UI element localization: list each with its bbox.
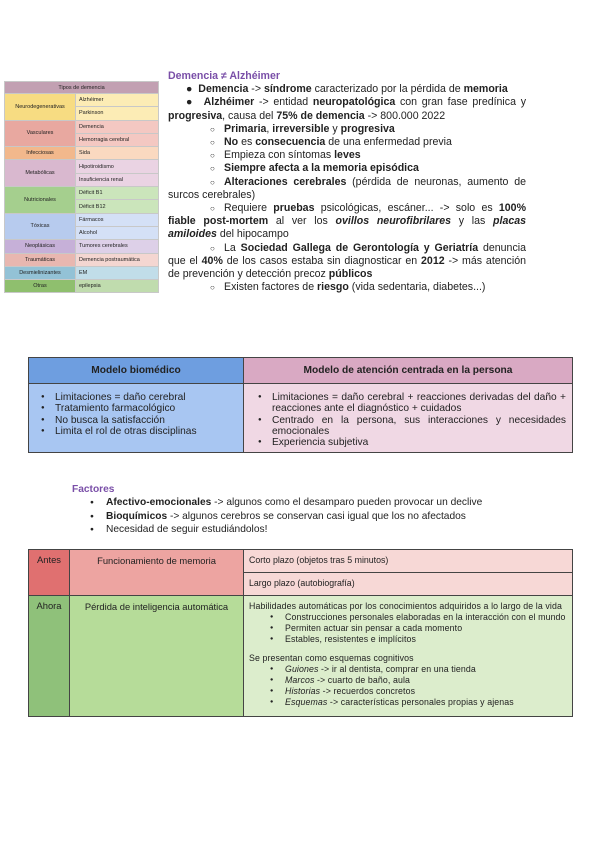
types-item: Demencia postraumática <box>76 253 159 266</box>
types-table-row <box>5 213 159 226</box>
types-category: Traumáticas <box>5 253 76 266</box>
list-item: ● Limitaciones = daño cerebral <box>39 392 237 403</box>
now-label: Ahora <box>29 596 70 717</box>
types-table-row <box>5 94 159 107</box>
long-term-memory: Largo plazo (autobiografía) <box>244 573 573 596</box>
list-item: ● Construcciones personales elaboradas en la interacción con el mundo <box>249 612 568 623</box>
list-item: ● Historias -> recuerdos concretos <box>249 686 568 697</box>
types-item: Déficit B12 <box>76 200 159 213</box>
types-item: Hipotiroidismo <box>76 160 159 173</box>
cognitive-schemas-text: Se presentan como esquemas cognitivos <box>249 653 414 663</box>
factors-section <box>72 483 552 537</box>
factor-research: ● Necesidad de seguir estudiándolos! <box>72 523 552 536</box>
types-category: Neurodegenerativas <box>5 94 76 121</box>
sub-memoria-episodica: ○ Siempre afecta a la memoria episódica <box>168 162 526 175</box>
list-item: ● Centrado en la persona, sus interacciones y necesidades emocionales <box>256 415 566 438</box>
types-table-row <box>5 120 159 133</box>
types-item: Tumores cerebrales <box>76 240 159 253</box>
types-category: Vasculares <box>5 120 76 147</box>
list-item: ● Limita el rol de otras disciplinas <box>39 426 237 437</box>
types-item: Alcohol <box>76 226 159 239</box>
list-item: ● Estables, resistentes e implícitos <box>249 634 568 645</box>
types-table-row <box>5 147 159 160</box>
types-item: Parkinson <box>76 107 159 120</box>
sub-sintomas-leves: ○ Empieza con síntomas leves <box>168 149 526 162</box>
person-centered-model-header: Modelo de atención centrada en la persona <box>244 358 573 384</box>
types-category: Infecciosas <box>5 147 76 160</box>
types-category: Nutricionales <box>5 187 76 214</box>
types-table-row <box>5 280 159 293</box>
list-item: ● Experiencia subjetiva <box>256 437 566 448</box>
types-item: EM <box>76 266 159 279</box>
person-centered-model-cell <box>244 384 573 453</box>
dementia-types-table <box>4 81 159 293</box>
now-function: Pérdida de inteligencia automática <box>70 596 244 717</box>
factors-title: Factores <box>72 484 115 495</box>
biomedical-model-header: Modelo biomédico <box>29 358 244 384</box>
types-table-header: Tipos de demencia <box>5 82 159 94</box>
types-category: Tóxicas <box>5 213 76 240</box>
short-term-memory: Corto plazo (objetos tras 5 minutos) <box>244 550 573 573</box>
list-item: ● No busca la satisfacción <box>39 415 237 426</box>
sub-no-consecuencia: ○ No es consecuencia de una enfermedad previa <box>168 136 526 149</box>
list-item: ● Guiones -> ir al dentista, comprar en una tienda <box>249 664 568 675</box>
list-item: ● Limitaciones = daño cerebral + reacciones derivadas del daño + reacciones ante el diagnóstico + cuidados <box>256 392 566 415</box>
sub-sociedad-gallega: ○ La Sociedad Gallega de Gerontología y Geriatría denuncia que el 40% de los casos estaba sin diagnosticar en 2012 -> más atención de prevención y detección precoz públicos <box>168 241 526 281</box>
types-item: Demencia <box>76 120 159 133</box>
biomedical-model-cell <box>29 384 244 453</box>
list-item: ● Esquemas -> características personales propias y ajenas <box>249 697 568 708</box>
types-item: Insuficiencia renal <box>76 173 159 186</box>
types-category: Neoplásicas <box>5 240 76 253</box>
types-table-row <box>5 266 159 279</box>
automatic-skills-text: Habilidades automáticas por los conocimientos adquiridos a lo largo de la vida <box>249 601 562 611</box>
memory-comparison-table <box>28 549 573 717</box>
types-table-row <box>5 240 159 253</box>
types-item: Sida <box>76 147 159 160</box>
before-label: Antes <box>29 550 70 596</box>
types-category: Otras <box>5 280 76 293</box>
types-category: Desmielinizantes <box>5 266 76 279</box>
before-function: Funcionamiento de memoria <box>70 550 244 596</box>
list-item: ● Tratamiento farmacológico <box>39 403 237 414</box>
types-table-row <box>5 187 159 200</box>
types-table-row <box>5 253 159 266</box>
sub-alteraciones: ○ Alteraciones cerebrales (pérdida de neuronas, aumento de surcos cerebrales) <box>168 175 526 201</box>
types-item: epilepsia <box>76 280 159 293</box>
factor-biochemical: ● Bioquímicos -> algunos cerebros se conservan casi igual que los no afectados <box>72 510 552 523</box>
types-item: Déficit B1 <box>76 187 159 200</box>
sub-factores-riesgo: ○ Existen factores de riesgo (vida sedentaria, diabetes...) <box>168 281 526 294</box>
types-item: Alzhéimer <box>76 94 159 107</box>
list-item: ● Marcos -> cuarto de baño, aula <box>249 675 568 686</box>
models-comparison-table <box>28 357 573 453</box>
types-item: Hemorragia cerebral <box>76 133 159 146</box>
sub-primaria: ○ Primaria, irreversible y progresiva <box>168 123 526 136</box>
types-table-row <box>5 160 159 173</box>
factor-affective: ● Afectivo-emocionales -> algunos como el desamparo pueden provocar un declive <box>72 496 552 509</box>
dementia-title: Demencia ≠ Alzhéimer <box>168 70 280 82</box>
automatic-intelligence-detail <box>244 596 573 717</box>
sub-pruebas: ○ Requiere pruebas psicológicas, escáner... -> solo es 100% fiable post-mortem al ver los ovillos neurofibrilares y las placas amiloides del hipocampo <box>168 202 527 241</box>
bullet-alzheimer: ● Alzhéimer -> entidad neuropatológica con gran fase predínica y progresiva, causa del 75% de demencia -> 800.000 2022 <box>168 96 526 122</box>
types-item: Fármacos <box>76 213 159 226</box>
list-item: ● Permiten actuar sin pensar a cada momento <box>249 623 568 634</box>
types-category: Metabólicas <box>5 160 76 187</box>
dementia-section <box>168 70 526 294</box>
bullet-dementia: ● Demencia -> síndrome caracterizado por la pérdida de memoria <box>186 83 508 96</box>
